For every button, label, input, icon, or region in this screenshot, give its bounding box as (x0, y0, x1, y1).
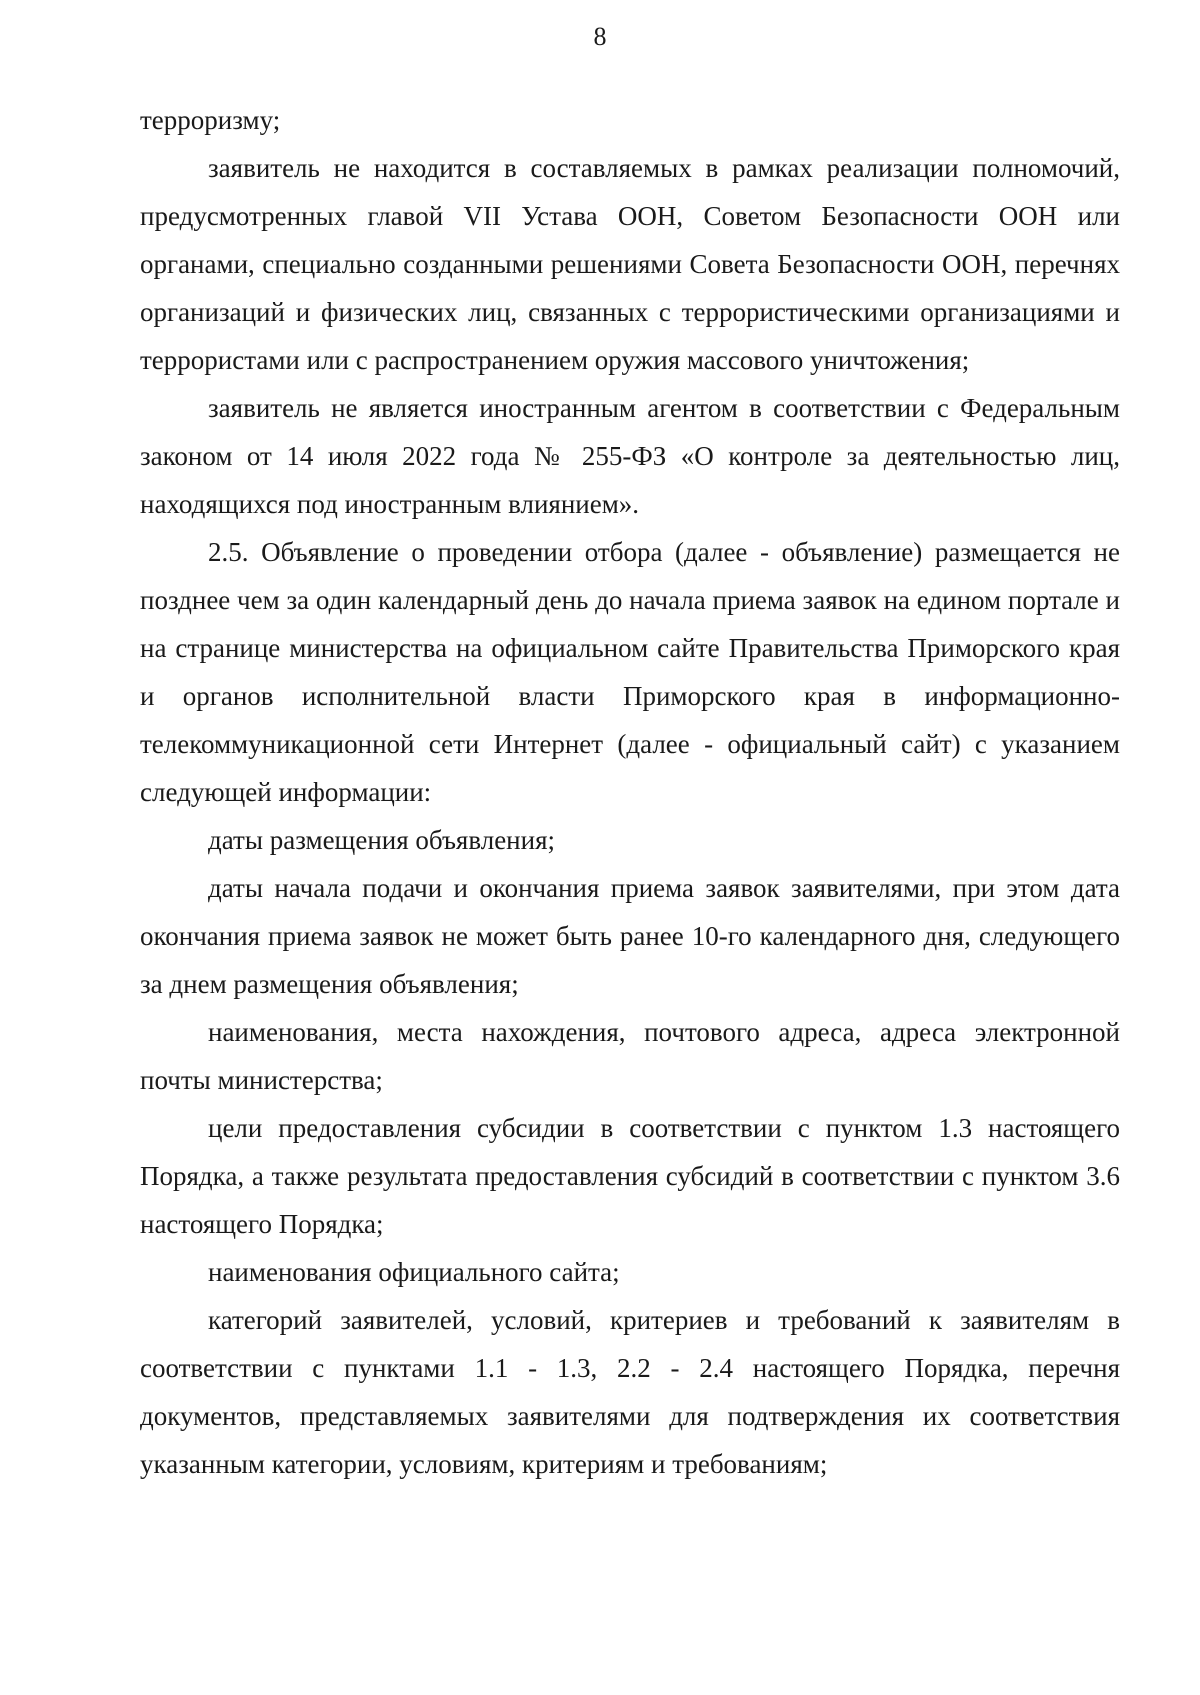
paragraph-application-dates: даты начала подачи и окончания приема заявок заявителями, при этом дата окончания приема заявок не может быть ранее 10-го календарного дня, следующего за днем размещения объявления; (140, 873, 1120, 999)
paragraph-publication-date: даты размещения объявления; (208, 825, 556, 855)
paragraph-un-lists: заявитель не находится в составляемых в рамках реализации полномочий, предусмотренных главой VII Устава ООН, Советом Безопасности ООН или органами, специально созданными решениями Совета Безопасности ООН, перечнях организаций и физических лиц, связанных с террористическими организациями и террористами или с распространением оружия массового уничтожения; (140, 153, 1120, 375)
page-number: 8 (593, 22, 607, 51)
paragraph-continuation: терроризму; (140, 105, 281, 135)
paragraph-ministry-contacts: наименования, места нахождения, почтового адреса, адреса электронной почты министерства; (140, 1017, 1120, 1095)
paragraph-foreign-agent: заявитель не является иностранным агентом в соответствии с Федеральным законом от 14 июля 2022 года № 255-ФЗ «О контроле за деятельностью лиц, находящихся под иностранным влиянием». (140, 393, 1120, 519)
paragraph-announcement: 2.5. Объявление о проведении отбора (далее - объявление) размещается не позднее чем за один календарный день до начала приема заявок на едином портале и на странице министерства на официальном сайте Правительства Приморского края и органов исполнительной власти Приморского края в информационно-телекоммуникационной сети Интернет (далее - официальный сайт) с указанием следующей информации: (140, 537, 1120, 807)
paragraph-subsidy-goals: цели предоставления субсидии в соответствии с пунктом 1.3 настоящего Порядка, а также результата предоставления субсидий в соответствии с пунктом 3.6 настоящего Порядка; (140, 1113, 1120, 1239)
document-body (140, 96, 1120, 1488)
paragraph-official-site: наименования официального сайта; (208, 1257, 620, 1287)
paragraph-applicant-categories: категорий заявителей, условий, критериев и требований к заявителям в соответствии с пунктами 1.1 - 1.3, 2.2 - 2.4 настоящего Порядка, перечня документов, представляемых заявителями для подтверждения их соответствия указанным категории, условиям, критериям и требованиям; (140, 1305, 1120, 1479)
